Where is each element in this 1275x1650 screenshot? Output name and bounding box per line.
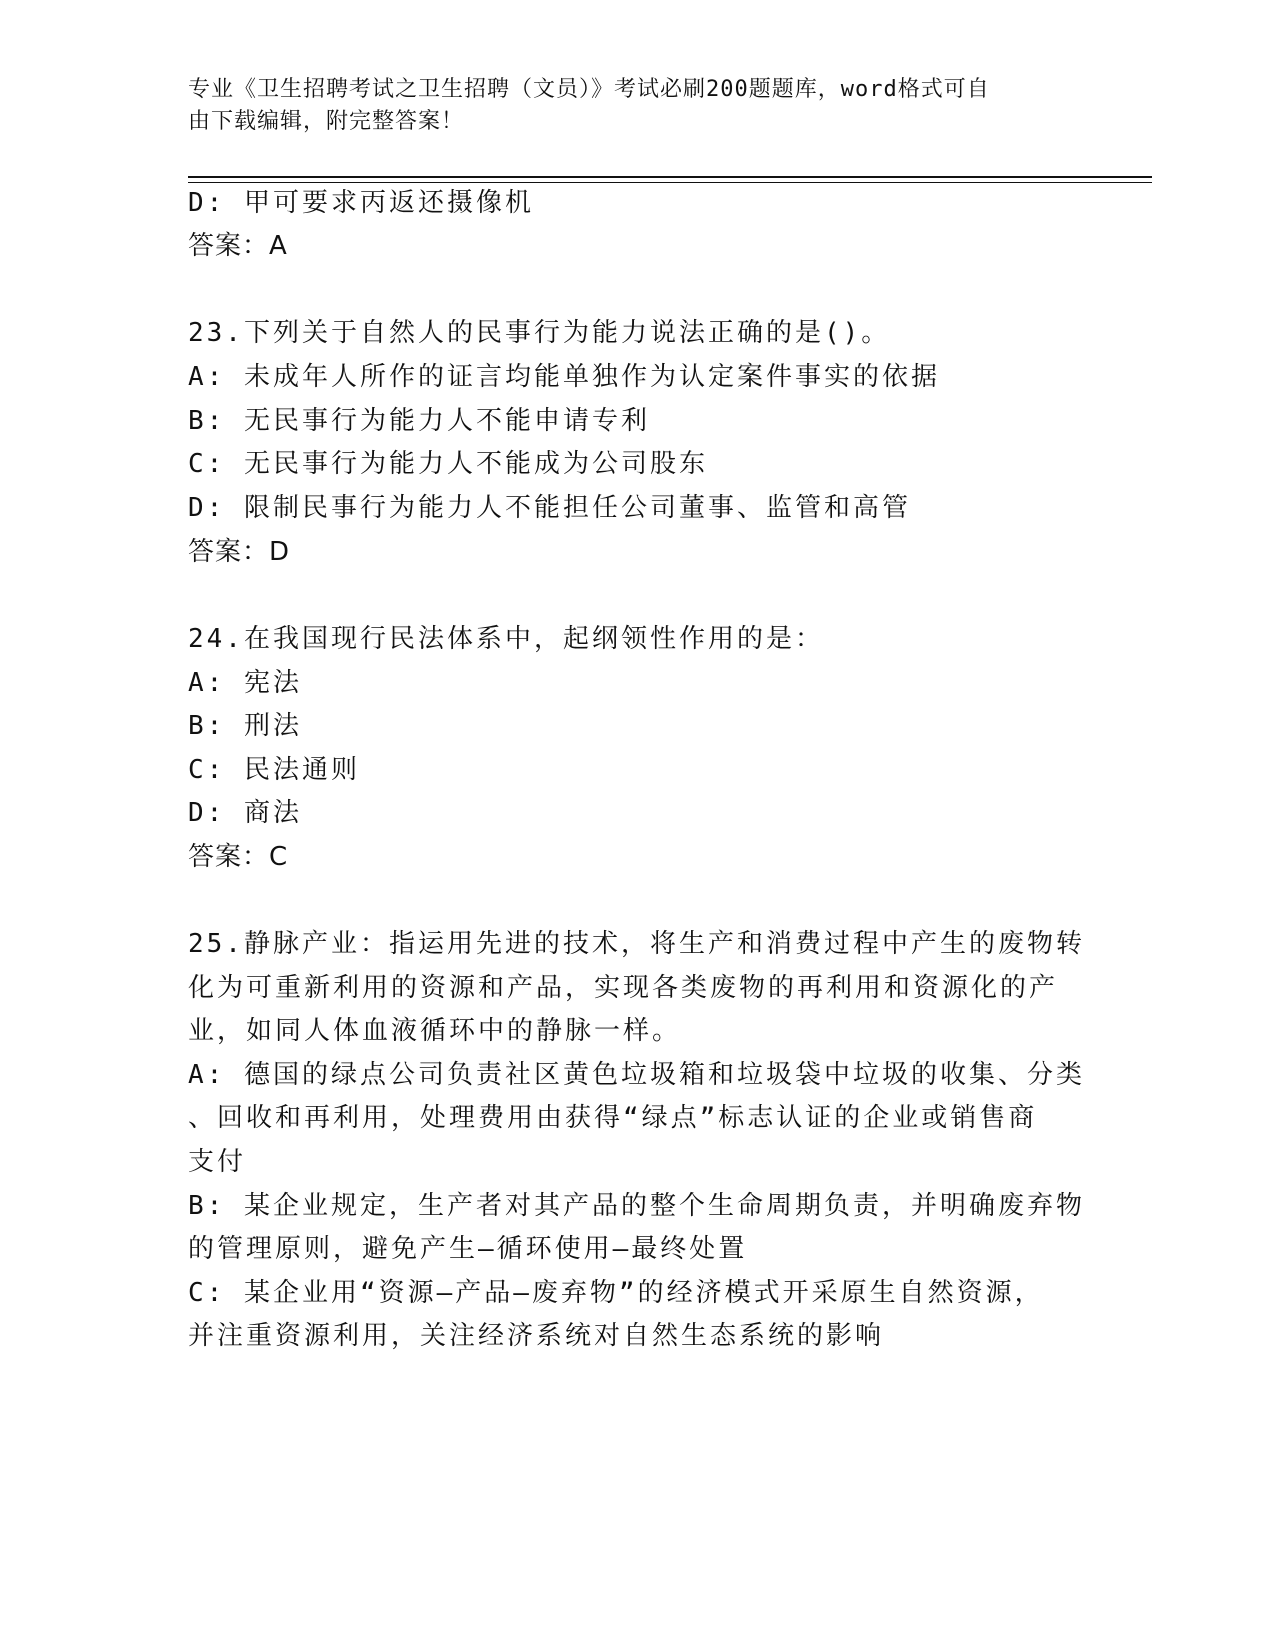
q24-stem: 24.在我国现行民法体系中，起纲领性作用的是： (188, 624, 824, 654)
q25-stem-line-3: 业，如同人体血液循环中的静脉一样。 (188, 1016, 682, 1046)
header-divider-thin (188, 182, 1152, 183)
q22-option-d: D: 甲可要求丙返还摄像机 (188, 188, 534, 218)
q23-option-b: B: 无民事行为能力人不能申请专利 (188, 406, 650, 436)
q24-answer: 答案：C (188, 842, 289, 872)
q25-option-c-line-1: C: 某企业用“资源—产品—废弃物”的经济模式开采原生自然资源， (188, 1278, 1044, 1308)
q25-option-a-line-1: A: 德国的绿点公司负责社区黄色垃圾箱和垃圾袋中垃圾的收集、分类 (188, 1060, 1085, 1090)
document-header (188, 74, 1068, 138)
q24-option-b: B: 刑法 (188, 711, 302, 741)
q25-option-a-line-2: 、回收和再利用，处理费用由获得“绿点”标志认证的企业或销售商 (188, 1103, 1038, 1133)
q25-option-a-line-3: 支付 (188, 1147, 247, 1177)
q24-option-d: D: 商法 (188, 798, 302, 828)
q23-answer: 答案：D (188, 537, 291, 567)
q25-option-b-line-1: B: 某企业规定，生产者对其产品的整个生命周期负责，并明确废弃物 (188, 1191, 1085, 1221)
q24-option-c: C: 民法通则 (188, 755, 360, 785)
q23-option-c: C: 无民事行为能力人不能成为公司股东 (188, 449, 708, 479)
q24-option-a: A: 宪法 (188, 668, 302, 698)
q25-stem-line-1: 25.静脉产业：指运用先进的技术，将生产和消费过程中产生的废物转 (188, 929, 1085, 959)
q23-stem: 23.下列关于自然人的民事行为能力说法正确的是()。 (188, 318, 891, 348)
q25-option-b-line-2: 的管理原则，避免产生—循环使用—最终处置 (188, 1234, 748, 1264)
header-divider-thick (188, 176, 1152, 178)
q22-answer: 答案：A (188, 231, 288, 261)
q23-option-d: D: 限制民事行为能力人不能担任公司董事、监管和高管 (188, 493, 911, 523)
q25-option-c-line-2: 并注重资源利用，关注经济系统对自然生态系统的影响 (188, 1321, 885, 1351)
header-line-1: 专业《卫生招聘考试之卫生招聘（文员）》考试必刷200题题库，word格式可自 (188, 77, 990, 102)
q25-stem-line-2: 化为可重新利用的资源和产品，实现各类废物的再利用和资源化的产 (188, 973, 1059, 1003)
header-line-2: 由下载编辑，附完整答案！ (188, 109, 465, 134)
q23-option-a: A: 未成年人所作的证言均能单独作为认定案件事实的依据 (188, 362, 940, 392)
